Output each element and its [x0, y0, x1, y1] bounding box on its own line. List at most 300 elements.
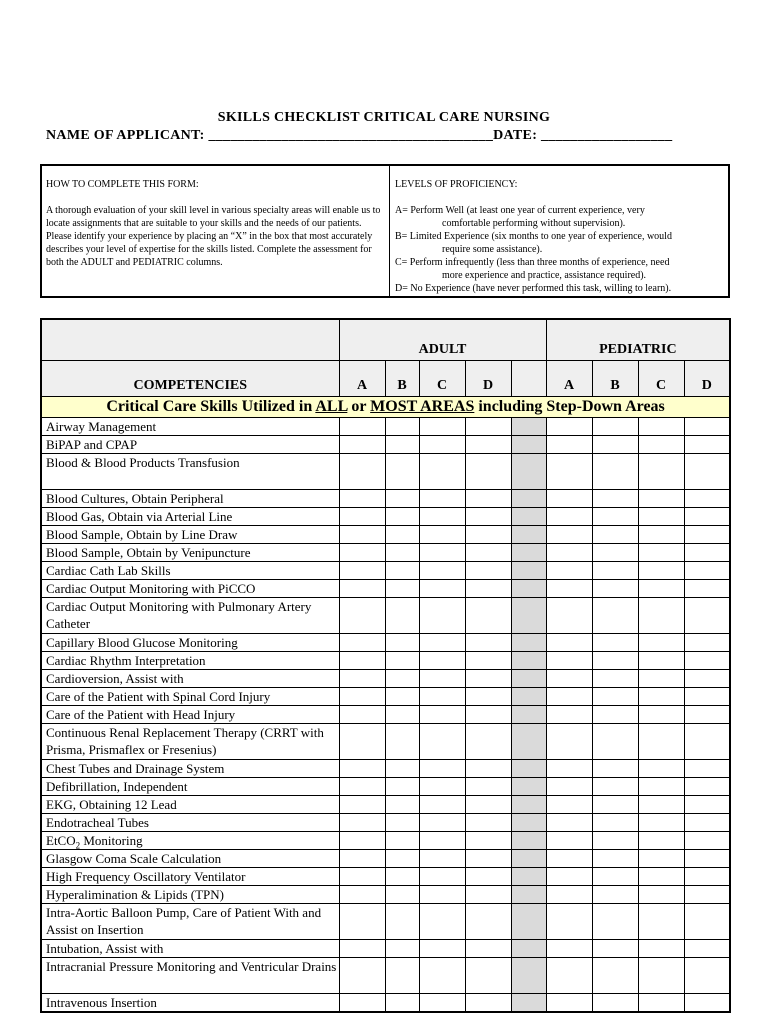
checkbox-cell-pediatric-b[interactable]: [592, 832, 638, 850]
checkbox-cell-pediatric-d[interactable]: [684, 832, 730, 850]
column-gap-cell: [511, 598, 546, 634]
adult-col-d: D: [465, 361, 511, 397]
table-row: [41, 940, 730, 958]
checkbox-cell-adult-a[interactable]: [339, 850, 385, 868]
checkbox-cell-adult-a[interactable]: [339, 598, 385, 634]
checkbox-cell-adult-d[interactable]: [465, 544, 511, 562]
checkbox-cell-pediatric-d[interactable]: [684, 886, 730, 904]
checkbox-cell-pediatric-c[interactable]: [638, 490, 684, 508]
table-row: [41, 796, 730, 814]
checkbox-cell-adult-b[interactable]: [385, 832, 419, 850]
checkbox-cell-adult-d[interactable]: [465, 724, 511, 760]
how-to-heading: HOW TO COMPLETE THIS FORM:: [46, 179, 199, 190]
checkbox-cell-adult-a[interactable]: [339, 832, 385, 850]
column-gap-cell: [511, 760, 546, 778]
group-header-row: [41, 319, 730, 361]
table-row: [41, 652, 730, 670]
column-gap-cell: [511, 796, 546, 814]
competency-label: High Frequency Oscillatory Ventilator: [41, 868, 339, 886]
checkbox-cell-pediatric-d[interactable]: [684, 670, 730, 688]
checkbox-cell-adult-c[interactable]: [419, 670, 465, 688]
checkbox-cell-pediatric-a[interactable]: [546, 940, 592, 958]
checkbox-cell-adult-c[interactable]: [419, 958, 465, 994]
checkbox-cell-adult-a[interactable]: [339, 670, 385, 688]
checkbox-cell-adult-a[interactable]: [339, 796, 385, 814]
checkbox-cell-pediatric-b[interactable]: [592, 868, 638, 886]
checkbox-cell-pediatric-b[interactable]: [592, 688, 638, 706]
checkbox-cell-adult-b[interactable]: [385, 760, 419, 778]
checkbox-cell-pediatric-b[interactable]: [592, 778, 638, 796]
checkbox-cell-adult-a[interactable]: [339, 544, 385, 562]
checkbox-cell-pediatric-a[interactable]: [546, 796, 592, 814]
checkbox-cell-pediatric-b[interactable]: [592, 994, 638, 1013]
checkbox-cell-adult-d[interactable]: [465, 886, 511, 904]
checkbox-cell-adult-b[interactable]: [385, 418, 419, 436]
checkbox-cell-pediatric-a[interactable]: [546, 904, 592, 940]
table-row: [41, 670, 730, 688]
competency-label: Intravenous Insertion: [41, 994, 339, 1013]
checkbox-cell-pediatric-d[interactable]: [684, 940, 730, 958]
checkbox-cell-adult-d[interactable]: [465, 436, 511, 454]
checkbox-cell-pediatric-b[interactable]: [592, 886, 638, 904]
table-row: [41, 706, 730, 724]
checkbox-cell-pediatric-b[interactable]: [592, 454, 638, 490]
checkbox-cell-adult-d[interactable]: [465, 562, 511, 580]
checkbox-cell-pediatric-c[interactable]: [638, 562, 684, 580]
checkbox-cell-adult-c[interactable]: [419, 940, 465, 958]
checkbox-cell-adult-d[interactable]: [465, 760, 511, 778]
checkbox-cell-pediatric-b[interactable]: [592, 670, 638, 688]
checkbox-cell-pediatric-d[interactable]: [684, 958, 730, 994]
checkbox-cell-pediatric-d[interactable]: [684, 526, 730, 544]
competency-label: Intra-Aortic Balloon Pump, Care of Patient With and Assist on Insertion: [41, 904, 339, 940]
checkbox-cell-pediatric-c[interactable]: [638, 598, 684, 634]
applicant-line: [46, 128, 672, 144]
checkbox-cell-pediatric-a[interactable]: [546, 670, 592, 688]
column-header-row: [41, 361, 730, 397]
checkbox-cell-adult-a[interactable]: [339, 994, 385, 1013]
checkbox-cell-adult-b[interactable]: [385, 562, 419, 580]
checkbox-cell-adult-d[interactable]: [465, 580, 511, 598]
checkbox-cell-adult-b[interactable]: [385, 724, 419, 760]
checkbox-cell-pediatric-c[interactable]: [638, 760, 684, 778]
checkbox-cell-pediatric-c[interactable]: [638, 418, 684, 436]
checkbox-cell-adult-a[interactable]: [339, 436, 385, 454]
checkbox-cell-adult-d[interactable]: [465, 706, 511, 724]
checkbox-cell-adult-b[interactable]: [385, 490, 419, 508]
column-gap-cell: [511, 634, 546, 652]
checkbox-cell-pediatric-a[interactable]: [546, 598, 592, 634]
checkbox-cell-pediatric-b[interactable]: [592, 652, 638, 670]
checkbox-cell-pediatric-a[interactable]: [546, 544, 592, 562]
checkbox-cell-adult-a[interactable]: [339, 580, 385, 598]
proficiency-panel: [390, 166, 728, 296]
section-header-row: [41, 397, 730, 418]
checkbox-cell-adult-d[interactable]: [465, 832, 511, 850]
checkbox-cell-adult-c[interactable]: [419, 526, 465, 544]
checkbox-cell-pediatric-c[interactable]: [638, 436, 684, 454]
checkbox-cell-pediatric-b[interactable]: [592, 904, 638, 940]
checkbox-cell-pediatric-a[interactable]: [546, 562, 592, 580]
checkbox-cell-pediatric-c[interactable]: [638, 832, 684, 850]
competency-label: Glasgow Coma Scale Calculation: [41, 850, 339, 868]
checkbox-cell-pediatric-d[interactable]: [684, 814, 730, 832]
checkbox-cell-pediatric-a[interactable]: [546, 994, 592, 1013]
checkbox-cell-adult-b[interactable]: [385, 526, 419, 544]
checkbox-cell-pediatric-d[interactable]: [684, 778, 730, 796]
how-to-body: A thorough evaluation of your skill level in various specialty areas will enable us to locate assignments that are suitable to your skills and the needs of our patients. Please identify your experience by placing an “X” in the box that most accurately describes your level of expertise for the skills listed. Complete the assessment for both the ADULT and PEDIATRIC columns.: [46, 205, 381, 268]
checkbox-cell-adult-a[interactable]: [339, 634, 385, 652]
checkbox-cell-pediatric-d[interactable]: [684, 544, 730, 562]
checkbox-cell-adult-d[interactable]: [465, 418, 511, 436]
checkbox-cell-pediatric-d[interactable]: [684, 562, 730, 580]
checkbox-cell-pediatric-c[interactable]: [638, 454, 684, 490]
checkbox-cell-pediatric-b[interactable]: [592, 436, 638, 454]
table-row: [41, 814, 730, 832]
checkbox-cell-adult-d[interactable]: [465, 670, 511, 688]
checkbox-cell-pediatric-b[interactable]: [592, 796, 638, 814]
checkbox-cell-adult-b[interactable]: [385, 706, 419, 724]
proficiency-level-b-detail: require some assistance).: [442, 244, 543, 255]
checkbox-cell-adult-c[interactable]: [419, 778, 465, 796]
checkbox-cell-pediatric-a[interactable]: [546, 688, 592, 706]
checkbox-cell-adult-d[interactable]: [465, 940, 511, 958]
checkbox-cell-pediatric-a[interactable]: [546, 508, 592, 526]
checkbox-cell-pediatric-a[interactable]: [546, 652, 592, 670]
competency-label: Blood Sample, Obtain by Venipuncture: [41, 544, 339, 562]
checkbox-cell-pediatric-b[interactable]: [592, 634, 638, 652]
checkbox-cell-pediatric-c[interactable]: [638, 904, 684, 940]
checkbox-cell-adult-c[interactable]: [419, 850, 465, 868]
checkbox-cell-pediatric-c[interactable]: [638, 544, 684, 562]
checkbox-cell-pediatric-c[interactable]: [638, 886, 684, 904]
applicant-name-field[interactable]: _______________________________________: [208, 128, 494, 143]
checkbox-cell-pediatric-c[interactable]: [638, 994, 684, 1013]
checkbox-cell-adult-c[interactable]: [419, 436, 465, 454]
competency-label: Endotracheal Tubes: [41, 814, 339, 832]
checkbox-cell-adult-c[interactable]: [419, 544, 465, 562]
checkbox-cell-adult-b[interactable]: [385, 544, 419, 562]
checkbox-cell-pediatric-c[interactable]: [638, 652, 684, 670]
checkbox-cell-pediatric-c[interactable]: [638, 778, 684, 796]
section-title: Critical Care Skills Utilized in ALL or MOST AREAS including Step-Down Areas: [41, 397, 730, 418]
checkbox-cell-pediatric-a[interactable]: [546, 814, 592, 832]
proficiency-heading: LEVELS OF PROFICIENCY:: [395, 179, 518, 190]
checkbox-cell-pediatric-b[interactable]: [592, 526, 638, 544]
skills-grid: [40, 318, 731, 1013]
checkbox-cell-adult-a[interactable]: [339, 652, 385, 670]
competency-label: Blood & Blood Products Transfusion: [41, 454, 339, 490]
checkbox-cell-pediatric-a[interactable]: [546, 580, 592, 598]
table-row: [41, 490, 730, 508]
checkbox-cell-pediatric-a[interactable]: [546, 886, 592, 904]
checkbox-cell-pediatric-d[interactable]: [684, 706, 730, 724]
checkbox-cell-adult-b[interactable]: [385, 598, 419, 634]
checkbox-cell-pediatric-a[interactable]: [546, 454, 592, 490]
checkbox-cell-pediatric-c[interactable]: [638, 634, 684, 652]
checkbox-cell-pediatric-b[interactable]: [592, 814, 638, 832]
checkbox-cell-adult-a[interactable]: [339, 814, 385, 832]
checkbox-cell-pediatric-d[interactable]: [684, 436, 730, 454]
checkbox-cell-pediatric-a[interactable]: [546, 850, 592, 868]
checkbox-cell-adult-a[interactable]: [339, 688, 385, 706]
checkbox-cell-adult-d[interactable]: [465, 598, 511, 634]
checkbox-cell-pediatric-c[interactable]: [638, 958, 684, 994]
competency-label: Cardiac Output Monitoring with PiCCO: [41, 580, 339, 598]
checkbox-cell-pediatric-d[interactable]: [684, 688, 730, 706]
checkbox-cell-adult-c[interactable]: [419, 652, 465, 670]
checkbox-cell-adult-c[interactable]: [419, 454, 465, 490]
checkbox-cell-pediatric-d[interactable]: [684, 724, 730, 760]
checkbox-cell-adult-b[interactable]: [385, 436, 419, 454]
checkbox-cell-adult-d[interactable]: [465, 868, 511, 886]
checkbox-cell-adult-b[interactable]: [385, 850, 419, 868]
checkbox-cell-pediatric-a[interactable]: [546, 436, 592, 454]
checkbox-cell-adult-d[interactable]: [465, 652, 511, 670]
checkbox-cell-pediatric-b[interactable]: [592, 760, 638, 778]
checkbox-cell-pediatric-d[interactable]: [684, 904, 730, 940]
pediatric-col-d: D: [684, 361, 730, 397]
checkbox-cell-pediatric-a[interactable]: [546, 724, 592, 760]
checkbox-cell-adult-c[interactable]: [419, 796, 465, 814]
checkbox-cell-pediatric-d[interactable]: [684, 634, 730, 652]
checkbox-cell-adult-d[interactable]: [465, 850, 511, 868]
checkbox-cell-adult-d[interactable]: [465, 634, 511, 652]
column-gap-cell: [511, 850, 546, 868]
checkbox-cell-pediatric-d[interactable]: [684, 652, 730, 670]
checkbox-cell-pediatric-b[interactable]: [592, 706, 638, 724]
checkbox-cell-adult-c[interactable]: [419, 634, 465, 652]
competency-label: Blood Gas, Obtain via Arterial Line: [41, 508, 339, 526]
checkbox-cell-adult-b[interactable]: [385, 634, 419, 652]
checkbox-cell-adult-b[interactable]: [385, 958, 419, 994]
checkbox-cell-adult-d[interactable]: [465, 994, 511, 1013]
checkbox-cell-pediatric-b[interactable]: [592, 940, 638, 958]
competency-label: EKG, Obtaining 12 Lead: [41, 796, 339, 814]
checkbox-cell-pediatric-c[interactable]: [638, 580, 684, 598]
column-gap-cell: [511, 562, 546, 580]
checkbox-cell-adult-a[interactable]: [339, 508, 385, 526]
checkbox-cell-adult-b[interactable]: [385, 868, 419, 886]
checkbox-cell-pediatric-c[interactable]: [638, 508, 684, 526]
proficiency-level-d: D= No Experience (have never performed this task, willing to learn).: [395, 283, 672, 294]
column-gap-cell: [511, 994, 546, 1013]
checkbox-cell-adult-b[interactable]: [385, 940, 419, 958]
checkbox-cell-adult-c[interactable]: [419, 490, 465, 508]
checkbox-cell-adult-b[interactable]: [385, 994, 419, 1013]
checkbox-cell-adult-d[interactable]: [465, 814, 511, 832]
checkbox-cell-pediatric-a[interactable]: [546, 832, 592, 850]
checkbox-cell-adult-a[interactable]: [339, 760, 385, 778]
checkbox-cell-adult-b[interactable]: [385, 886, 419, 904]
checkbox-cell-adult-b[interactable]: [385, 652, 419, 670]
column-gap-cell: [511, 958, 546, 994]
checkbox-cell-adult-d[interactable]: [465, 778, 511, 796]
checkbox-cell-pediatric-a[interactable]: [546, 526, 592, 544]
checkbox-cell-pediatric-a[interactable]: [546, 778, 592, 796]
column-gap-cell: [511, 436, 546, 454]
checkbox-cell-adult-b[interactable]: [385, 688, 419, 706]
checkbox-cell-pediatric-a[interactable]: [546, 706, 592, 724]
checkbox-cell-adult-a[interactable]: [339, 958, 385, 994]
competency-label: Cardiac Output Monitoring with Pulmonary Artery Catheter: [41, 598, 339, 634]
checkbox-cell-pediatric-d[interactable]: [684, 508, 730, 526]
checkbox-cell-pediatric-d[interactable]: [684, 580, 730, 598]
checkbox-cell-pediatric-b[interactable]: [592, 508, 638, 526]
competency-label: Intracranial Pressure Monitoring and Ventricular Drains: [41, 958, 339, 994]
checkbox-cell-pediatric-d[interactable]: [684, 598, 730, 634]
checkbox-cell-adult-c[interactable]: [419, 832, 465, 850]
checkbox-cell-pediatric-a[interactable]: [546, 760, 592, 778]
checkbox-cell-adult-c[interactable]: [419, 688, 465, 706]
checkbox-cell-adult-d[interactable]: [465, 490, 511, 508]
checkbox-cell-adult-a[interactable]: [339, 940, 385, 958]
checkbox-cell-adult-a[interactable]: [339, 526, 385, 544]
checkbox-cell-adult-c[interactable]: [419, 994, 465, 1013]
checkbox-cell-adult-b[interactable]: [385, 904, 419, 940]
table-row: [41, 580, 730, 598]
checkbox-cell-adult-c[interactable]: [419, 868, 465, 886]
checkbox-cell-pediatric-a[interactable]: [546, 490, 592, 508]
checkbox-cell-pediatric-c[interactable]: [638, 724, 684, 760]
table-row: [41, 904, 730, 940]
checkbox-cell-pediatric-a[interactable]: [546, 868, 592, 886]
competency-label: Hyperalimination & Lipids (TPN): [41, 886, 339, 904]
column-gap-cell: [511, 490, 546, 508]
checkbox-cell-adult-c[interactable]: [419, 814, 465, 832]
checkbox-cell-adult-a[interactable]: [339, 886, 385, 904]
checkbox-cell-pediatric-a[interactable]: [546, 634, 592, 652]
checkbox-cell-adult-d[interactable]: [465, 688, 511, 706]
checkbox-cell-pediatric-c[interactable]: [638, 526, 684, 544]
checkbox-cell-pediatric-d[interactable]: [684, 994, 730, 1013]
checkbox-cell-pediatric-c[interactable]: [638, 670, 684, 688]
checkbox-cell-adult-c[interactable]: [419, 418, 465, 436]
competencies-header: COMPETENCIES: [41, 361, 339, 397]
checkbox-cell-adult-d[interactable]: [465, 796, 511, 814]
checkbox-cell-pediatric-c[interactable]: [638, 796, 684, 814]
checkbox-cell-adult-b[interactable]: [385, 796, 419, 814]
checkbox-cell-adult-a[interactable]: [339, 868, 385, 886]
checkbox-cell-adult-b[interactable]: [385, 778, 419, 796]
checkbox-cell-pediatric-c[interactable]: [638, 940, 684, 958]
adult-group-label: ADULT: [339, 319, 546, 361]
column-gap-cell: [511, 706, 546, 724]
checkbox-cell-pediatric-b[interactable]: [592, 580, 638, 598]
checkbox-cell-adult-a[interactable]: [339, 778, 385, 796]
checkbox-cell-pediatric-b[interactable]: [592, 418, 638, 436]
checkbox-cell-adult-a[interactable]: [339, 724, 385, 760]
column-gap-cell: [511, 688, 546, 706]
checkbox-cell-pediatric-d[interactable]: [684, 868, 730, 886]
proficiency-level-c: C= Perform infrequently (less than three months of experience, need: [395, 257, 670, 268]
checkbox-cell-adult-a[interactable]: [339, 490, 385, 508]
checkbox-cell-pediatric-d[interactable]: [684, 418, 730, 436]
checkbox-cell-pediatric-d[interactable]: [684, 490, 730, 508]
checkbox-cell-adult-c[interactable]: [419, 760, 465, 778]
checkbox-cell-pediatric-c[interactable]: [638, 688, 684, 706]
checkbox-cell-pediatric-c[interactable]: [638, 868, 684, 886]
checkbox-cell-pediatric-c[interactable]: [638, 706, 684, 724]
checkbox-cell-adult-d[interactable]: [465, 508, 511, 526]
column-gap-cell: [511, 454, 546, 490]
checkbox-cell-pediatric-a[interactable]: [546, 418, 592, 436]
date-field[interactable]: __________________: [540, 128, 673, 143]
column-gap-cell: [511, 886, 546, 904]
checkbox-cell-pediatric-d[interactable]: [684, 454, 730, 490]
checkbox-cell-adult-b[interactable]: [385, 508, 419, 526]
column-gap-cell: [511, 904, 546, 940]
checkbox-cell-adult-c[interactable]: [419, 580, 465, 598]
checkbox-cell-adult-c[interactable]: [419, 508, 465, 526]
checkbox-cell-adult-c[interactable]: [419, 706, 465, 724]
checkbox-cell-adult-a[interactable]: [339, 454, 385, 490]
column-gap-cell: [511, 940, 546, 958]
checkbox-cell-pediatric-d[interactable]: [684, 760, 730, 778]
pediatric-group-label: PEDIATRIC: [546, 319, 730, 361]
checkbox-cell-adult-a[interactable]: [339, 562, 385, 580]
checkbox-cell-adult-c[interactable]: [419, 562, 465, 580]
checkbox-cell-adult-d[interactable]: [465, 454, 511, 490]
table-row: [41, 688, 730, 706]
table-row: [41, 886, 730, 904]
checkbox-cell-pediatric-b[interactable]: [592, 850, 638, 868]
checkbox-cell-pediatric-c[interactable]: [638, 814, 684, 832]
checkbox-cell-adult-d[interactable]: [465, 958, 511, 994]
pediatric-col-b: B: [592, 361, 638, 397]
checkbox-cell-pediatric-b[interactable]: [592, 490, 638, 508]
competency-label: Blood Cultures, Obtain Peripheral: [41, 490, 339, 508]
checkbox-cell-adult-b[interactable]: [385, 814, 419, 832]
competency-label: Intubation, Assist with: [41, 940, 339, 958]
checkbox-cell-adult-c[interactable]: [419, 724, 465, 760]
checkbox-cell-pediatric-c[interactable]: [638, 850, 684, 868]
proficiency-levels: [395, 204, 724, 295]
checkbox-cell-adult-b[interactable]: [385, 580, 419, 598]
checkbox-cell-pediatric-b[interactable]: [592, 544, 638, 562]
table-row: [41, 526, 730, 544]
checkbox-cell-pediatric-b[interactable]: [592, 562, 638, 580]
checkbox-cell-adult-d[interactable]: [465, 904, 511, 940]
checkbox-cell-pediatric-b[interactable]: [592, 958, 638, 994]
competency-label: BiPAP and CPAP: [41, 436, 339, 454]
checkbox-cell-adult-c[interactable]: [419, 904, 465, 940]
column-gap-cell: [511, 778, 546, 796]
column-gap: [511, 361, 546, 397]
column-gap-cell: [511, 508, 546, 526]
competency-label: Airway Management: [41, 418, 339, 436]
table-row: [41, 562, 730, 580]
instructions-box: [40, 164, 730, 298]
checkbox-cell-pediatric-d[interactable]: [684, 796, 730, 814]
column-gap-cell: [511, 868, 546, 886]
checkbox-cell-adult-c[interactable]: [419, 886, 465, 904]
checkbox-cell-adult-a[interactable]: [339, 706, 385, 724]
checkbox-cell-adult-a[interactable]: [339, 418, 385, 436]
checkbox-cell-pediatric-d[interactable]: [684, 850, 730, 868]
checkbox-cell-pediatric-b[interactable]: [592, 724, 638, 760]
form-title: SKILLS CHECKLIST CRITICAL CARE NURSING: [217, 110, 551, 125]
checkbox-cell-adult-b[interactable]: [385, 670, 419, 688]
checkbox-cell-adult-c[interactable]: [419, 598, 465, 634]
table-row: [41, 454, 730, 490]
checkbox-cell-adult-b[interactable]: [385, 454, 419, 490]
checkbox-cell-pediatric-a[interactable]: [546, 958, 592, 994]
checkbox-cell-adult-d[interactable]: [465, 526, 511, 544]
checkbox-cell-adult-a[interactable]: [339, 904, 385, 940]
table-row: [41, 850, 730, 868]
checkbox-cell-pediatric-b[interactable]: [592, 598, 638, 634]
